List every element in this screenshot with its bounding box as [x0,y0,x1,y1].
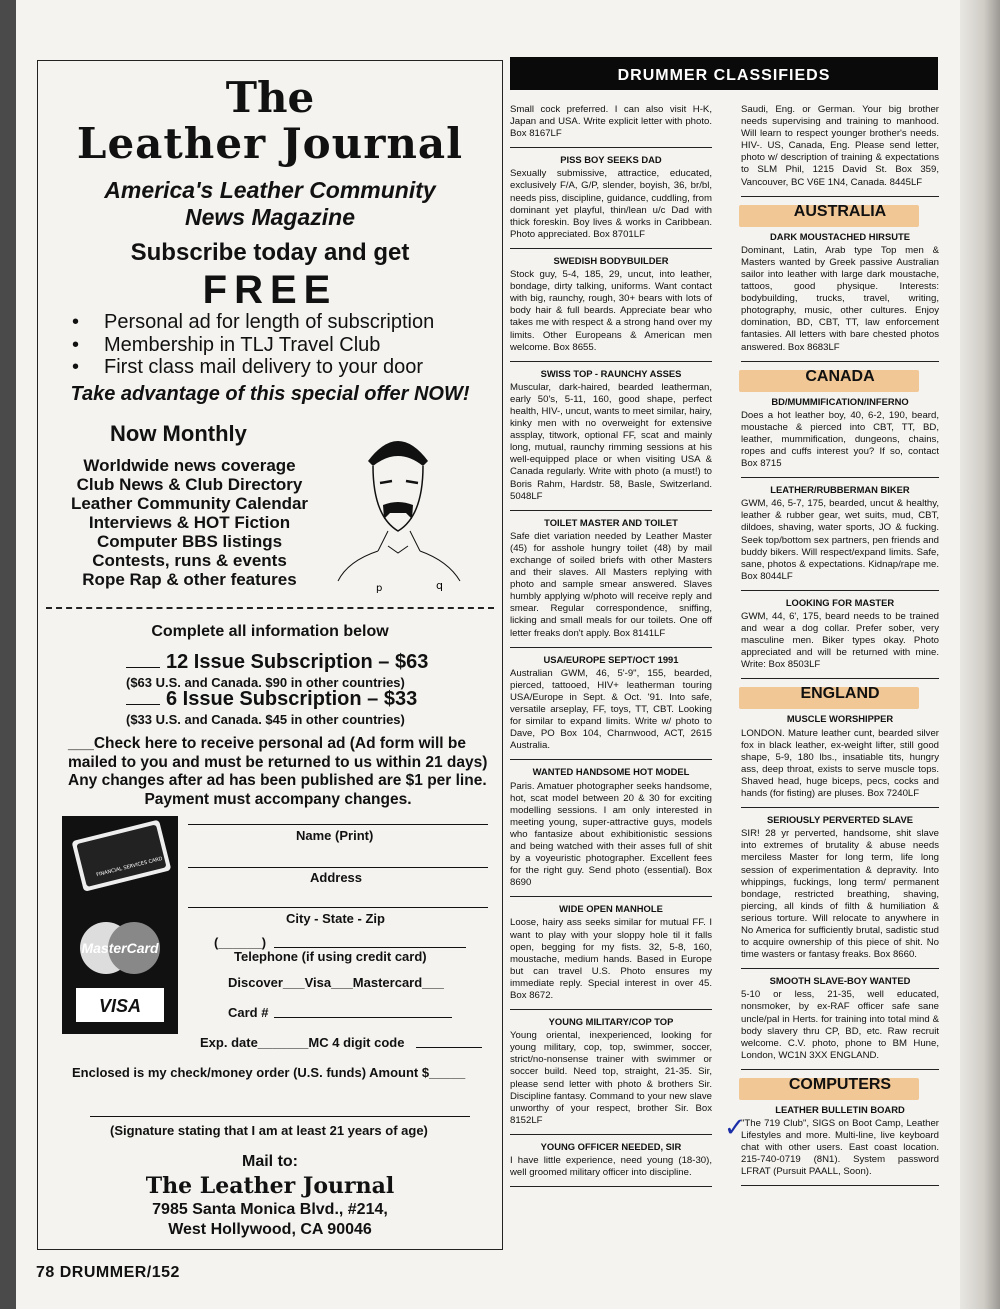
complete-info-heading: Complete all information below [151,623,389,640]
ad-body: Dominant, Latin, Arab type Top men & Masters wanted by Greek passive Australian sailor into leather with large dark moustache, tattoos, good physique. Interests: bodybuilding, trucks, travel, writing, photography, music, other cultures. Enjoy domination, BD, CBT, TT, law enforcement fantasies. All letters with bare chested photos answered. Box 8683LF [741,244,939,353]
region-canada [741,368,939,394]
section-canada [741,396,939,680]
signature-field[interactable] [90,1116,470,1117]
ad-body: SIR! 28 yr perverted, handsome, shit slave into extremes of brutality & abuse needs merciless Master for long term, life long session of experimentation & depravity. Into whippings, fuckings, long term/ permanent bondage, restricted breathing, shaving, piercing, all kinds of filth & humiliation & serious torture. Will relocate to anywhere in No America for sufficiently brutal, sadistic stud to acquire ownership of this piece of shit. No time wasters or fantasy freaks. Box 8660. [741,828,939,961]
ad-title: USA/EUROPE SEPT/OCT 1991 [543,653,679,665]
ad-body: Stock guy, 5-4, 185, 29, uncut, into leather, bondage, dirty talking, uniforms. Want contact with big, raunchy, rough, 30+ bears with lots of body hair & full beards. Appreciate bear who takes me with respect & a strong hand over my limits. Other Europeans & American men welcome. Box 8655. [510,269,712,353]
feature-item: Leather Community Calendar [70,494,309,513]
phone-field[interactable] [274,947,466,948]
ad-body: GWM, 44, 6', 175, beard needs to be trained and wear a dog collar. Prefer sober, very masculine men. Biker types okay. Photo appreciated and will be returned with mine. Write: Box 8503LF [741,611,939,671]
classified-ad [741,975,939,1062]
divider [510,1009,712,1010]
region-label: ENGLAND [800,685,880,703]
feature-item: Interviews & HOT Fiction [88,513,291,532]
ad-body: I have little experience, need young (18-30), well groomed military officer into discipline. [510,1155,712,1179]
card-number-field[interactable] [274,1017,452,1018]
classified-ad [510,255,712,354]
ad-body: Small cock preferred. I can also visit H-K, Japan and USA. Write explicit letter with photo. Box 8167LF [510,104,712,140]
ad-title: SERIOUSLY PERVERTED SLAVE [766,814,914,826]
ad-title-leather-journal: Leather Journal [76,119,464,168]
signature-label: (Signature stating that I am at least 21 years of age) [110,1123,428,1138]
classified-ad [510,1016,712,1127]
ad-title: LEATHER BULLETIN BOARD [775,1103,905,1115]
divider [510,248,712,249]
ad-body: Australian GWM, 46, 5'-9", 155, bearded, pierced, tattooed, HIV+ leatherman touring USA/Europe in Sept. & Oct. '91. Into safe, versatile arseplay, FF, toys, TT, CBT. Looking for similar to expand limits. Write w/ photo to Dave, PO Box 104, Charnwood, ACT, 2615 Australia. [510,667,712,752]
special-offer: Take advantage of this special offer NOW! [70,383,470,405]
classified-ad [741,484,939,583]
divider [510,147,712,148]
sub6-label: 6 Issue Subscription – $33 [166,688,418,710]
classified-ad [510,654,712,753]
phone-area-code[interactable]: (______) [214,935,267,950]
region-label: COMPUTERS [788,1075,892,1093]
card-type-options[interactable]: Discover___Visa___Mastercard___ [228,975,444,990]
notice-line: mailed to you and must be returned to us within 21 days) [68,753,488,771]
ad-body: Loose, hairy ass seeks similar for mutual FF. I want to play with your sloppy hole til it falls open, begging for my fists. 32, 5-8, 160, moustache, medium hands. Based in Europe but can travel U.S. Photo ensures my immediate reply. Special interest in over 45. Box 8672. [510,917,712,1001]
divider [510,361,712,362]
classified-ad [510,104,712,140]
ad-title: YOUNG OFFICER NEEDED, SIR [540,1140,682,1152]
divider [741,678,939,679]
section-australia [741,231,939,362]
card-number-label: Card # [228,1005,269,1020]
classified-ad [510,903,712,1002]
now-monthly: Now Monthly [110,421,247,446]
section-computers [741,1104,939,1187]
benefit-item: • Personal ad for length of subscription [68,311,434,334]
leatherman-sketch-illustration [328,421,468,601]
benefits-list [68,311,434,379]
mail-address-line1: 7985 Santa Monica Blvd., #214, [152,1201,388,1218]
classifieds-column-right [741,104,939,1192]
exp-date-label: Exp. date_______MC 4 digit code [200,1035,405,1050]
section-england [741,713,939,1069]
classified-ad [510,1141,712,1179]
tagline-line1: America's Leather Community [104,177,436,203]
name-label: Name (Print) [296,828,374,843]
ad-title: WANTED HANDSOME HOT MODEL [532,766,690,778]
ad-body: Paris. Amatuer photographer seeks handsome, hot, scat model between 20 & 30 for exciting modelling sessions. I am only interested in meeting young, super-attractive guys, models who fantasize about exhibitionistic sessions and being watched with their asses full of shit by a voyeuristic photographer. Excellent fees for the right guy. Send photo (essential). Box 8690 [510,780,712,889]
divider [510,647,712,648]
ad-title: YOUNG MILITARY/COP TOP [548,1016,674,1028]
notice-line: ___Check here to receive personal ad (Ad form will be [68,735,466,752]
mail-name: The Leather Journal [145,1173,395,1199]
ad-body: LONDON. Mature leather cunt, bearded silver fox in black leather, ex-weight lifter, still good shape, 5-9, 180 lbs., insatiable tits, hungry ass, deep throat, exists to serve muscle tops. Shaved head, huge biceps, pecs, cocks and hands (for fisting) are pluses. Box 7240LF [741,727,939,800]
region-computers [741,1076,939,1102]
sub12-option[interactable] [126,651,428,674]
personal-ad-notice [68,735,488,809]
card-logos-graphic [62,816,178,1034]
classifieds-column-left [510,104,712,1193]
classified-ad [741,597,939,672]
mail-address-line2: West Hollywood, CA 90046 [168,1221,372,1238]
ad-body: 5-10 or less, 21-35, well educated, nonsmoker, by ex-RAF officer safe sane uncle/pal in Herts. for training into total mind & body slavery thru CP, BD, etc. Raw recruit welcome. C.V. photo, phone to BM Hune, London, WC1N 3XX ENGLAND. [741,989,939,1061]
divider [510,896,712,897]
mastercard-logo: MasterCard [81,940,159,956]
sub12-label: 12 Issue Subscription – $63 [166,651,429,673]
ad-body: GWM, 46, 5-7, 175, bearded, uncut & healthy, leather & rubber gear, wet suits, mud, CBT, dildoes, shaving, water sports, JO & fucking. Seek top/bottom sex partners, pen friends and buddy bikers. Will respect/expand limits. Safe, sane, photos & expectations. Kidnap/rape me. Box 8044LF [741,498,939,582]
ad-title: PISS BOY SEEKS DAD [560,154,662,166]
divider [510,510,712,511]
classified-ad [741,396,939,471]
ad-title: SMOOTH SLAVE-BOY WANTED [769,975,911,987]
ad-body: Sexually submissive, attractice, educated, exclusively F/A, G/P, slender, boyish, 36, br/bl, needs piss, discipline, guidance, cuddling, from dominant yet playful, thin/lean u/c Dad with thick foreskin. Boy lives & works in Caribbean. Photo appreciated. Box 8701LF [510,168,712,240]
divider [741,968,939,969]
notice-line: Payment must accompany changes. [144,790,412,808]
region-label: CANADA [805,367,875,385]
tagline-line2: News Magazine [185,204,355,230]
ad-title: SWISS TOP - RAUNCHY ASSES [540,367,682,379]
features-list [62,456,317,589]
benefit-item: • First class mail delivery to your door [68,356,434,379]
divider [741,196,939,197]
ad-body: Safe diet variation needed by Leather Master (45) for asshole hungry toilet (48) by mail exchange of soiled briefs with other Masters and their slaves. All Masters replying with photo and sample smear answered. Slaves humbly applying w/photo will receive reply and smear. Regular correspondence, sniffing, licking and small meals for our toilets. One off letter freaks don't apply. Box 8141LF [510,530,712,639]
ad-title: TOILET MASTER AND TOILET [544,516,678,528]
city-field[interactable] [188,907,488,908]
name-field[interactable] [188,824,488,825]
ad-title: SWEDISH BODYBUILDER [553,254,669,266]
ad-title: BD/MUMMIFICATION/INFERNO [771,395,909,407]
free-heading: FREE [202,268,338,312]
feature-item: Club News & Club Directory [76,475,303,494]
classified-ad [510,154,712,241]
feature-item: Contests, runs & events [92,551,287,570]
visa-logo: VISA [98,996,142,1016]
classifieds-header: DRUMMER CLASSIFIEDS [510,57,938,90]
benefit-item: • Membership in TLJ Travel Club [68,334,434,357]
classified-ad [510,766,712,889]
page-footer: 78 DRUMMER/152 [36,1264,180,1281]
divider [741,361,939,362]
sub6-note: ($33 U.S. and Canada. $45 in other countries) [126,712,405,727]
phone-label: Telephone (if using credit card) [234,949,427,964]
feature-item: Worldwide news coverage [83,456,296,475]
region-label: AUSTRALIA [793,202,887,220]
ad-body: Young oriental, inexperienced, looking for young military, cop, top, swimmer, soccer, strict/no-nonsense trainer with swimmer or soccer build. Need top, straight, 21-35. Sir, please send letter with photo & brothers Sir. Discipline fantasy. Command to your new slave unworthy of your respect, brother Sir. Box 8152LF [510,1030,712,1126]
ad-body: "The 719 Club", SIGS on Boot Camp, Leather Lifestyles and more. Multi-line, live keyboard chat with other users. East coast location. 215-740-0719 (8N1). System password LFRAT (Pursuit PAALL, Soon). [741,1118,939,1178]
classified-ad [741,814,939,961]
divider [741,1069,939,1070]
intro-ad-body: Saudi, Eng. or German. Your big brother needs supervising and training to manhood. Will learn to respect younger brother's needs. HIV-. US, Canada, Eng. Please send letter, photo w/ description of training & expectations to SLM Phil, 1215 David St. Box 359, Vancouver, BC V6E 1N4, Canada. 8445LF [741,104,939,188]
divider [741,1185,939,1186]
feature-item: Rope Rap & other features [82,570,297,589]
card-text: FINANCIAL SERVICES CARD [95,855,164,879]
divider [741,590,939,591]
svg-text:p: p [376,583,383,594]
address-label: Address [310,870,363,885]
ad-title: LOOKING FOR MASTER [785,596,895,608]
subscribe-heading: Subscribe today and get [130,239,410,266]
classified-ad [741,231,939,354]
ad-title: LEATHER/RUBBERMAN BIKER [770,484,910,496]
notice-line: Any changes after ad has been published are $1 per line. [68,772,487,789]
mc-code-field[interactable] [416,1047,482,1048]
leather-journal-ad [37,60,503,1250]
classified-ad [741,1104,939,1179]
handwritten-check-mark: ✓ [724,1112,746,1142]
ad-title: DARK MOUSTACHED HIRSUTE [770,230,910,242]
classified-ad [510,368,712,503]
divider [510,759,712,760]
sub12-note: ($63 U.S. and Canada. $90 in other countries) [126,675,405,690]
binding-shadow [960,0,1000,1309]
city-label: City - State - Zip [286,911,385,926]
cut-line [46,607,494,609]
ad-body: Does a hot leather boy, 40, 6-2, 190, beard, moustache & pierced into CBT, TT, BD, leather, mummification, dungeons, chains, ropes and cuffs interest you? If so, contact Box 8715 [741,409,939,470]
region-australia [741,203,939,229]
enclosed-amount-label[interactable]: Enclosed is my check/money order (U.S. funds) Amount $_____ [72,1065,466,1080]
divider [510,1134,712,1135]
ad-body: Muscular, dark-haired, bearded leatherman, early 50's, 5-11, 160, good shape, perfect health, HIV-, uncut, wants to meet similar, hairy, kinky men with no overweight for extensive assplay, titwork, optional FF, scat and mainly long, mutual, raunchy rimming sessions at his well-equipped place or when visiting USA & Canada regularly. Write with photo (a must!) to Boris Rahm, Hardstr. 58, Basle, Switzerland. 5048LF [510,381,712,502]
ad-title: MUSCLE WORSHIPPER [786,713,894,725]
credit-card-logos [62,816,178,1034]
divider [510,1186,712,1187]
divider [741,477,939,478]
ad-title: WIDE OPEN MANHOLE [559,903,663,915]
feature-item: Computer BBS listings [96,532,283,551]
classified-ad [510,517,712,640]
divider [741,807,939,808]
region-england [741,685,939,711]
address-field[interactable] [188,867,488,868]
page-edge-shadow [0,0,16,1309]
classified-ad [741,713,939,800]
svg-text:q: q [436,579,443,592]
mail-to-label: Mail to: [242,1153,298,1170]
sub6-option[interactable] [126,688,417,711]
ad-title-the: The [225,73,315,122]
